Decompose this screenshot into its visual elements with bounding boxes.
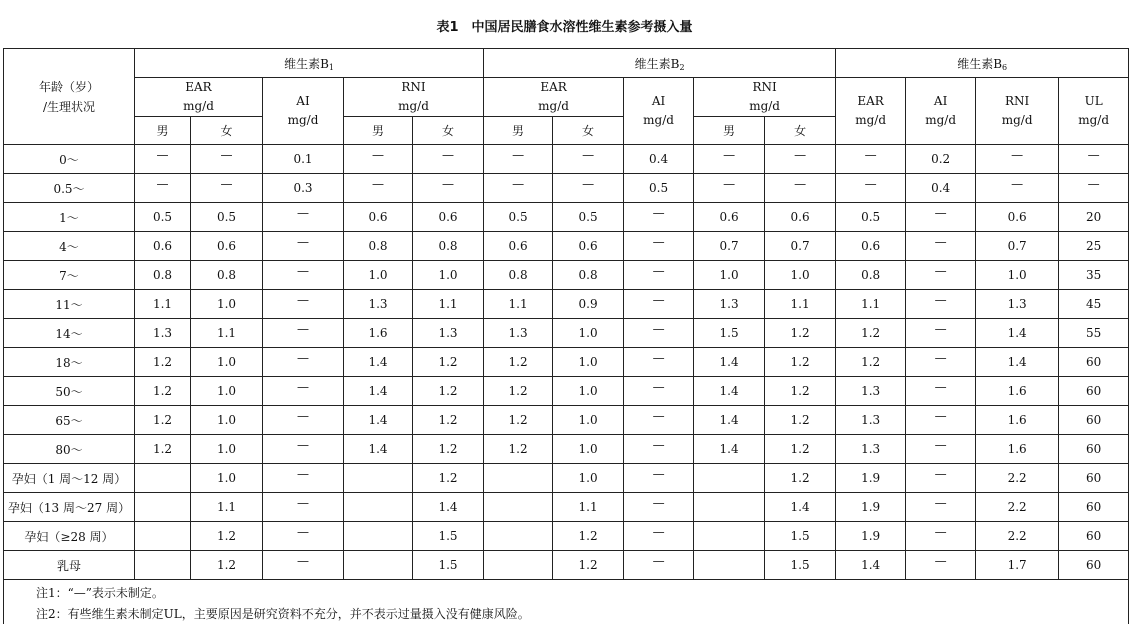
value-cell: 1.1 [191, 319, 263, 348]
value-cell: 0.5 [836, 203, 906, 232]
value-cell: — [906, 493, 976, 522]
value-cell: 1.0 [553, 464, 624, 493]
value-cell: 1.2 [553, 522, 624, 551]
note-2: 注2：有些维生素未制定UL，主要原因是研究资料不充分，并不表示过量摄入没有健康风险。 [36, 607, 530, 621]
value-cell: — [694, 174, 765, 203]
age-label: 年龄（岁） [38, 79, 99, 94]
status-label: /生理状况 [42, 99, 96, 114]
value-cell: — [263, 232, 344, 261]
value-cell: 1.3 [836, 377, 906, 406]
value-cell: — [263, 464, 344, 493]
age-cell: 0～ [4, 145, 135, 174]
value-cell: — [624, 522, 694, 551]
value-cell: 60 [1059, 348, 1129, 377]
value-cell: 1.4 [344, 377, 413, 406]
age-cell: 80～ [4, 435, 135, 464]
value-cell [484, 522, 553, 551]
value-cell: 1.0 [191, 435, 263, 464]
value-cell: 1.0 [694, 261, 765, 290]
value-cell: — [906, 203, 976, 232]
value-cell: — [624, 377, 694, 406]
age-cell: 65～ [4, 406, 135, 435]
value-cell: 1.1 [765, 290, 836, 319]
table-row [4, 464, 1129, 493]
value-cell: 0.3 [263, 174, 344, 203]
value-cell: 1.6 [344, 319, 413, 348]
value-cell: 1.0 [191, 377, 263, 406]
value-cell: 1.0 [553, 377, 624, 406]
value-cell: 60 [1059, 551, 1129, 580]
value-cell: 0.4 [624, 145, 694, 174]
value-cell: 1.3 [836, 406, 906, 435]
value-cell: 35 [1059, 261, 1129, 290]
male-header: 男 [135, 117, 191, 145]
value-cell [344, 493, 413, 522]
table-row [4, 493, 1129, 522]
table-row [4, 261, 1129, 290]
value-cell: 1.5 [765, 522, 836, 551]
value-cell: — [624, 551, 694, 580]
value-cell: — [694, 145, 765, 174]
value-cell: 55 [1059, 319, 1129, 348]
table-body [4, 145, 1129, 580]
value-cell: — [906, 261, 976, 290]
value-cell: — [263, 319, 344, 348]
value-cell: — [191, 145, 263, 174]
value-cell: 1.6 [976, 377, 1059, 406]
value-cell: — [484, 174, 553, 203]
female-header: 女 [553, 117, 624, 145]
value-cell [484, 493, 553, 522]
value-cell: — [765, 145, 836, 174]
value-cell: 1.2 [413, 435, 484, 464]
value-cell: 0.6 [484, 232, 553, 261]
value-cell: — [1059, 145, 1129, 174]
value-cell: — [135, 174, 191, 203]
value-cell [135, 551, 191, 580]
value-cell: 0.5 [484, 203, 553, 232]
value-cell: 1.3 [484, 319, 553, 348]
value-cell: — [976, 145, 1059, 174]
male-header: 男 [484, 117, 553, 145]
value-cell: 0.4 [906, 174, 976, 203]
value-cell: — [263, 348, 344, 377]
value-cell: 1.1 [191, 493, 263, 522]
value-cell: 1.3 [836, 435, 906, 464]
value-cell: — [906, 551, 976, 580]
value-cell: 2.2 [976, 464, 1059, 493]
age-cell: 1～ [4, 203, 135, 232]
value-cell: 1.6 [976, 435, 1059, 464]
table-row [4, 232, 1129, 261]
value-cell: 0.7 [765, 232, 836, 261]
value-cell: 1.2 [413, 406, 484, 435]
value-cell [344, 551, 413, 580]
value-cell: 0.8 [413, 232, 484, 261]
value-cell: 1.0 [976, 261, 1059, 290]
value-cell: 0.1 [263, 145, 344, 174]
value-cell: 1.1 [413, 290, 484, 319]
value-cell: — [263, 435, 344, 464]
value-cell [135, 522, 191, 551]
value-cell: 60 [1059, 464, 1129, 493]
value-cell: 60 [1059, 493, 1129, 522]
value-cell: 1.5 [765, 551, 836, 580]
value-cell: 1.7 [976, 551, 1059, 580]
value-cell: — [906, 464, 976, 493]
value-cell: — [624, 203, 694, 232]
value-cell: 1.3 [344, 290, 413, 319]
value-cell: 60 [1059, 435, 1129, 464]
value-cell: 1.0 [191, 464, 263, 493]
ai-header: AI mg/d [906, 78, 976, 145]
value-cell: 1.4 [344, 348, 413, 377]
value-cell: 0.2 [906, 145, 976, 174]
value-cell: 1.2 [135, 348, 191, 377]
value-cell: — [263, 522, 344, 551]
value-cell: 1.0 [191, 348, 263, 377]
value-cell: 1.5 [413, 522, 484, 551]
value-cell: 1.4 [344, 406, 413, 435]
age-cell: 孕妇（≥28 周） [4, 522, 135, 551]
table-row [4, 203, 1129, 232]
value-cell: 0.6 [836, 232, 906, 261]
value-cell: 1.2 [836, 348, 906, 377]
value-cell: — [906, 290, 976, 319]
age-cell: 4～ [4, 232, 135, 261]
value-cell: 1.0 [553, 319, 624, 348]
value-cell: — [624, 290, 694, 319]
value-cell: 1.2 [191, 551, 263, 580]
value-cell: 25 [1059, 232, 1129, 261]
value-cell: 1.0 [765, 261, 836, 290]
table-row [4, 522, 1129, 551]
value-cell: 1.3 [694, 290, 765, 319]
value-cell: — [624, 319, 694, 348]
value-cell [694, 493, 765, 522]
age-cell: 18～ [4, 348, 135, 377]
value-cell: 0.5 [135, 203, 191, 232]
value-cell: — [553, 145, 624, 174]
value-cell: 1.2 [484, 406, 553, 435]
table-row [4, 377, 1129, 406]
female-header: 女 [765, 117, 836, 145]
value-cell: 1.2 [191, 522, 263, 551]
age-cell: 孕妇（1 周～12 周） [4, 464, 135, 493]
age-header [4, 49, 135, 145]
value-cell: 1.4 [694, 406, 765, 435]
male-header: 男 [694, 117, 765, 145]
value-cell: 1.5 [694, 319, 765, 348]
value-cell: 60 [1059, 406, 1129, 435]
value-cell: 1.4 [836, 551, 906, 580]
value-cell: 1.0 [553, 348, 624, 377]
value-cell: 1.4 [694, 348, 765, 377]
value-cell: 1.4 [694, 435, 765, 464]
value-cell: 1.1 [553, 493, 624, 522]
value-cell: 1.2 [765, 377, 836, 406]
value-cell: 1.2 [413, 464, 484, 493]
value-cell: — [906, 435, 976, 464]
value-cell: 1.2 [135, 435, 191, 464]
value-cell: 1.2 [553, 551, 624, 580]
table-row [4, 551, 1129, 580]
value-cell: 1.9 [836, 522, 906, 551]
value-cell: — [624, 261, 694, 290]
value-cell [694, 464, 765, 493]
value-cell [135, 493, 191, 522]
table-row [4, 290, 1129, 319]
value-cell: 1.1 [484, 290, 553, 319]
value-cell: 1.1 [836, 290, 906, 319]
value-cell: 1.9 [836, 493, 906, 522]
value-cell [344, 522, 413, 551]
value-cell: 1.2 [765, 435, 836, 464]
value-cell: 0.8 [553, 261, 624, 290]
age-cell: 50～ [4, 377, 135, 406]
value-cell: 0.8 [135, 261, 191, 290]
value-cell: 0.6 [765, 203, 836, 232]
value-cell: — [624, 493, 694, 522]
value-cell: 1.0 [413, 261, 484, 290]
value-cell: 1.4 [694, 377, 765, 406]
value-cell: — [484, 145, 553, 174]
value-cell: — [413, 174, 484, 203]
value-cell: — [624, 464, 694, 493]
value-cell: 1.2 [484, 348, 553, 377]
age-cell: 乳母 [4, 551, 135, 580]
value-cell: 2.2 [976, 493, 1059, 522]
table-row [4, 174, 1129, 203]
value-cell: 1.4 [765, 493, 836, 522]
value-cell: — [976, 174, 1059, 203]
value-cell: 0.8 [484, 261, 553, 290]
value-cell: — [263, 377, 344, 406]
value-cell: — [765, 174, 836, 203]
value-cell: 1.3 [976, 290, 1059, 319]
value-cell: 0.7 [976, 232, 1059, 261]
value-cell [484, 551, 553, 580]
value-cell: 1.2 [484, 435, 553, 464]
value-cell [694, 522, 765, 551]
value-cell: 1.4 [976, 348, 1059, 377]
table-row [4, 319, 1129, 348]
value-cell: — [553, 174, 624, 203]
value-cell: 0.6 [976, 203, 1059, 232]
table-row [4, 435, 1129, 464]
table-row [4, 145, 1129, 174]
value-cell: — [344, 145, 413, 174]
age-cell: 14～ [4, 319, 135, 348]
value-cell: 1.2 [413, 377, 484, 406]
value-cell: 1.4 [344, 435, 413, 464]
value-cell: — [906, 348, 976, 377]
value-cell: 0.5 [624, 174, 694, 203]
value-cell [694, 551, 765, 580]
value-cell: — [906, 406, 976, 435]
rni-header: RNI mg/d [344, 78, 484, 117]
group-header-b2: 维生素$B_2$ [484, 49, 836, 78]
value-cell: 1.2 [765, 464, 836, 493]
value-cell: 0.6 [413, 203, 484, 232]
value-cell: — [836, 174, 906, 203]
value-cell: 0.6 [344, 203, 413, 232]
value-cell: 1.2 [135, 406, 191, 435]
value-cell: 60 [1059, 377, 1129, 406]
female-header: 女 [413, 117, 484, 145]
value-cell: 1.2 [135, 377, 191, 406]
value-cell: 20 [1059, 203, 1129, 232]
value-cell: 0.6 [135, 232, 191, 261]
value-cell: 1.5 [413, 551, 484, 580]
value-cell: 1.4 [976, 319, 1059, 348]
value-cell: — [624, 348, 694, 377]
value-cell: — [263, 290, 344, 319]
value-cell: — [906, 232, 976, 261]
value-cell: 45 [1059, 290, 1129, 319]
value-cell: 1.0 [553, 406, 624, 435]
ul-header: UL mg/d [1059, 78, 1129, 145]
ear-header: EAR mg/d [484, 78, 624, 117]
age-cell: 11～ [4, 290, 135, 319]
age-cell: 0.5～ [4, 174, 135, 203]
value-cell: — [344, 174, 413, 203]
value-cell: 0.9 [553, 290, 624, 319]
table-title: 表1 中国居民膳食水溶性维生素参考摄入量 [436, 20, 693, 35]
value-cell: 0.6 [553, 232, 624, 261]
age-cell: 孕妇（13 周～27 周） [4, 493, 135, 522]
ear-header: EAR mg/d [135, 78, 263, 117]
value-cell [344, 464, 413, 493]
value-cell: 0.8 [836, 261, 906, 290]
value-cell [484, 464, 553, 493]
value-cell: 1.3 [413, 319, 484, 348]
value-cell: 0.5 [553, 203, 624, 232]
value-cell: 1.1 [135, 290, 191, 319]
value-cell: — [624, 435, 694, 464]
female-header: 女 [191, 117, 263, 145]
ai-header: AI mg/d [263, 78, 344, 145]
value-cell: — [191, 174, 263, 203]
value-cell: 1.6 [976, 406, 1059, 435]
value-cell: — [263, 203, 344, 232]
value-cell: — [906, 522, 976, 551]
value-cell: — [413, 145, 484, 174]
value-cell: — [624, 406, 694, 435]
rni-header: RNI mg/d [694, 78, 836, 117]
value-cell: 60 [1059, 522, 1129, 551]
value-cell: — [624, 232, 694, 261]
value-cell: 1.0 [191, 290, 263, 319]
value-cell: 1.9 [836, 464, 906, 493]
group-header-b6: 维生素$B_6$ [836, 49, 1129, 78]
value-cell: — [135, 145, 191, 174]
value-cell: — [906, 319, 976, 348]
value-cell: 1.2 [484, 377, 553, 406]
value-cell: 0.6 [694, 203, 765, 232]
value-cell: — [263, 261, 344, 290]
value-cell: 2.2 [976, 522, 1059, 551]
table-row [4, 348, 1129, 377]
value-cell: 1.0 [553, 435, 624, 464]
group-header-b1: 维生素$B_1$ [135, 49, 484, 78]
value-cell [135, 464, 191, 493]
age-cell: 7～ [4, 261, 135, 290]
ai-header: AI mg/d [624, 78, 694, 145]
value-cell: 1.4 [413, 493, 484, 522]
vitamin-intake-table [3, 48, 1129, 580]
value-cell: — [263, 406, 344, 435]
male-header: 男 [344, 117, 413, 145]
value-cell: 0.5 [191, 203, 263, 232]
value-cell: 0.7 [694, 232, 765, 261]
value-cell: 0.6 [191, 232, 263, 261]
value-cell: 1.0 [191, 406, 263, 435]
value-cell: 1.2 [836, 319, 906, 348]
note-1: 注1：“—”表示未制定。 [36, 586, 164, 600]
value-cell: 0.8 [344, 232, 413, 261]
value-cell: 1.2 [413, 348, 484, 377]
value-cell: 1.3 [135, 319, 191, 348]
value-cell: 1.2 [765, 319, 836, 348]
value-cell: — [263, 493, 344, 522]
value-cell: 1.2 [765, 348, 836, 377]
value-cell: — [906, 377, 976, 406]
value-cell: 1.2 [765, 406, 836, 435]
table-row [4, 406, 1129, 435]
value-cell: — [263, 551, 344, 580]
value-cell: — [836, 145, 906, 174]
ear-header: EAR mg/d [836, 78, 906, 145]
value-cell: 0.8 [191, 261, 263, 290]
rni-header: RNI mg/d [976, 78, 1059, 145]
value-cell: 1.0 [344, 261, 413, 290]
value-cell: — [1059, 174, 1129, 203]
